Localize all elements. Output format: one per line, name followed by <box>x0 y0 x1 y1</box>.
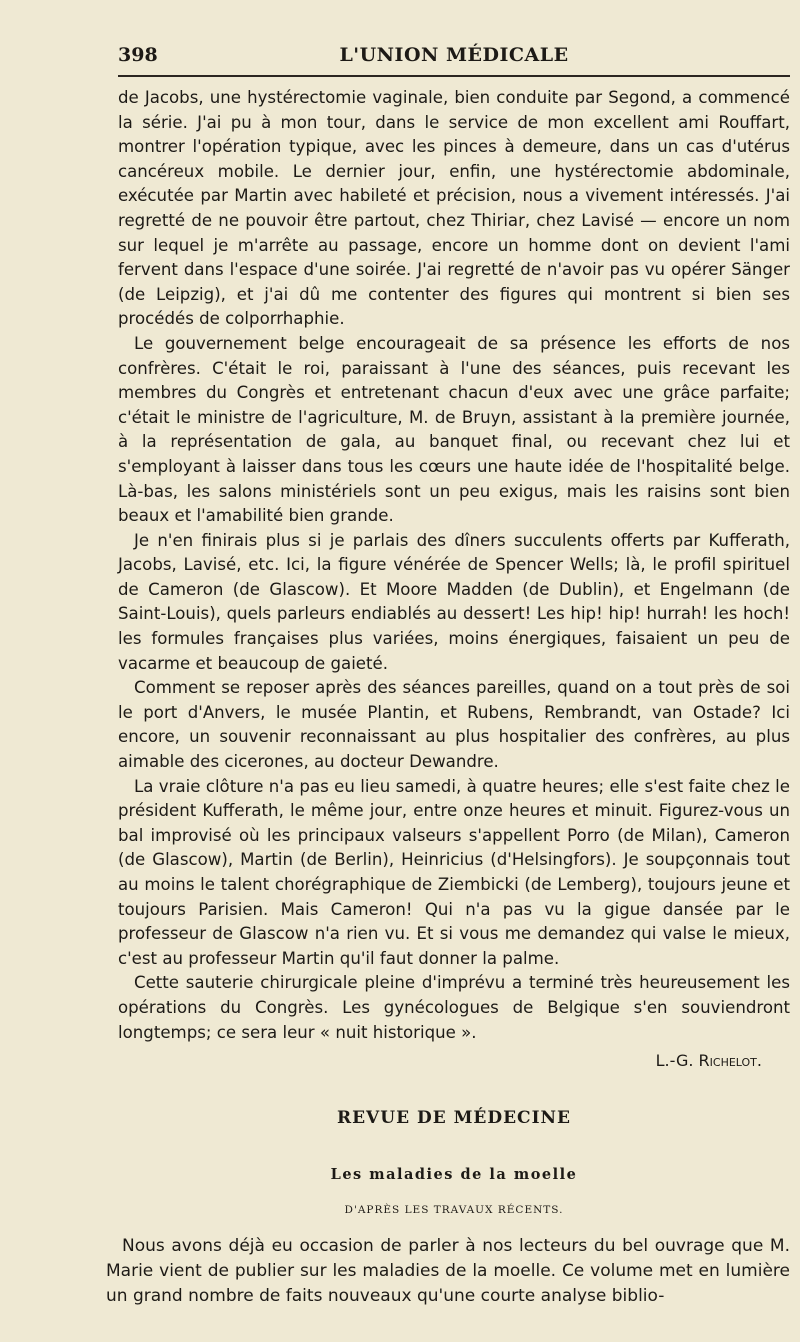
section-body <box>106 1234 790 1309</box>
journal-title: L'UNION MÉDICALE <box>339 44 569 66</box>
paragraph: Le gouvernement belge encourageait de sa présence les efforts de nos confrères. C'était le roi, paraissant à l'une des séances, puis recevant les membres du Congrès et entretenant chacun d'eux avec une grâce parfaite; c'était le ministre de l'agriculture, M. de Bruyn, assistant à la première journée, à la représentation de gala, au banquet final, ou recevant chez lui et s'employant à laisser dans tous les cœurs une haute idée de l'hospitalité belge. Là-bas, les salons ministériels sont un peu exigus, mais les raisins sont bien beaux et l'amabilité bien grande. <box>118 333 790 526</box>
page-number: 398 <box>118 44 158 66</box>
paragraph: de Jacobs, une hystérectomie vaginale, bien conduite par Segond, a commencé la série. J'ai pu à mon tour, dans le service de mon excellent ami Rouffart, montrer l'opération typique, avec les pinces à demeure, dans un cas d'utérus cancéreux mobile. Le dernier jour, enfin, une hystérectomie abdominale, exécutée par Martin avec habileté et précision, nous a vivement intéressés. J'ai regretté de ne pouvoir être partout, chez Thiriar, chez Lavisé — encore un nom sur lequel je m'arrête au passage, encore un homme dont on devient l'ami fervent dans l'espace d'une soirée. J'ai regretté de n'avoir pas vu opérer Sänger (de Leipzig), et j'ai dû me contenter des figures qui montrent si bien ses procédés de colporrhaphie. <box>118 88 790 329</box>
paragraph: Cette sauterie chirurgicale pleine d'imprévu a terminé très heureusement les opérations du Congrès. Les gynécologues de Belgique s'en souviendront longtemps; ce sera leur « nuit historique ». <box>118 973 790 1042</box>
author-signature: L.-G. Richelot. <box>655 1051 762 1071</box>
running-header <box>118 40 790 74</box>
article-body <box>118 86 790 1074</box>
source-line: D'APRÈS LES TRAVAUX RÉCENTS. <box>344 1204 564 1216</box>
paragraph: Je n'en finirais plus si je parlais des dîners succulents offerts par Kufferath, Jacobs, Lavisé, etc. Ici, la figure vénérée de Spencer Wells; là, le profil spirituel de Cameron (de Glascow). Et Moore Madden (de Dublin), et Engelmann (de Saint-Louis), quels parleurs endiablés au dessert! Les hip! hip! hurrah! les hoch! les formules françaises plus variées, moins énergiques, faisaient un peu de vacarme et beaucoup de gaieté. <box>118 530 790 673</box>
section-title: REVUE DE MÉDECINE <box>336 1108 572 1128</box>
article-subtitle: Les maladies de la moelle <box>330 1166 578 1183</box>
paragraph: Nous avons déjà eu occasion de parler à nos lecteurs du bel ouvrage que M. Marie vient de publier sur les maladies de la moelle. Ce volume met en lumière un grand nombre de faits nouveaux qu'une courte analyse biblio- <box>106 1236 790 1306</box>
paragraph: Comment se reposer après des séances pareilles, quand on a tout près de soi le port d'Anvers, le musée Plantin, et Rubens, Rembrandt, van Ostade? Ici encore, un souvenir reconnaissant au plus hospitalier des confrères, au plus aimable des cicerones, au docteur Dewandre. <box>118 678 790 772</box>
paragraph: La vraie clôture n'a pas eu lieu samedi, à quatre heures; elle s'est faite chez le président Kufferath, le même jour, entre onze heures et minuit. Figurez-vous un bal improvisé où les principaux valseurs s'appellent Porro (de Milan), Cameron (de Glascow), Martin (de Berlin), Heinricius (d'Helsingfors). Je soupçonnais tout au moins le talent chorégraphique de Ziembicki (de Lemberg), toujours jeune et toujours Parisien. Mais Cameron! Qui n'a pas vu la gigue dansée par le professeur de Glascow n'a rien vu. Et si vous me demandez qui valse le mieux, c'est au professeur Martin qu'il faut donner la palme. <box>118 776 790 968</box>
header-rule <box>118 75 790 77</box>
